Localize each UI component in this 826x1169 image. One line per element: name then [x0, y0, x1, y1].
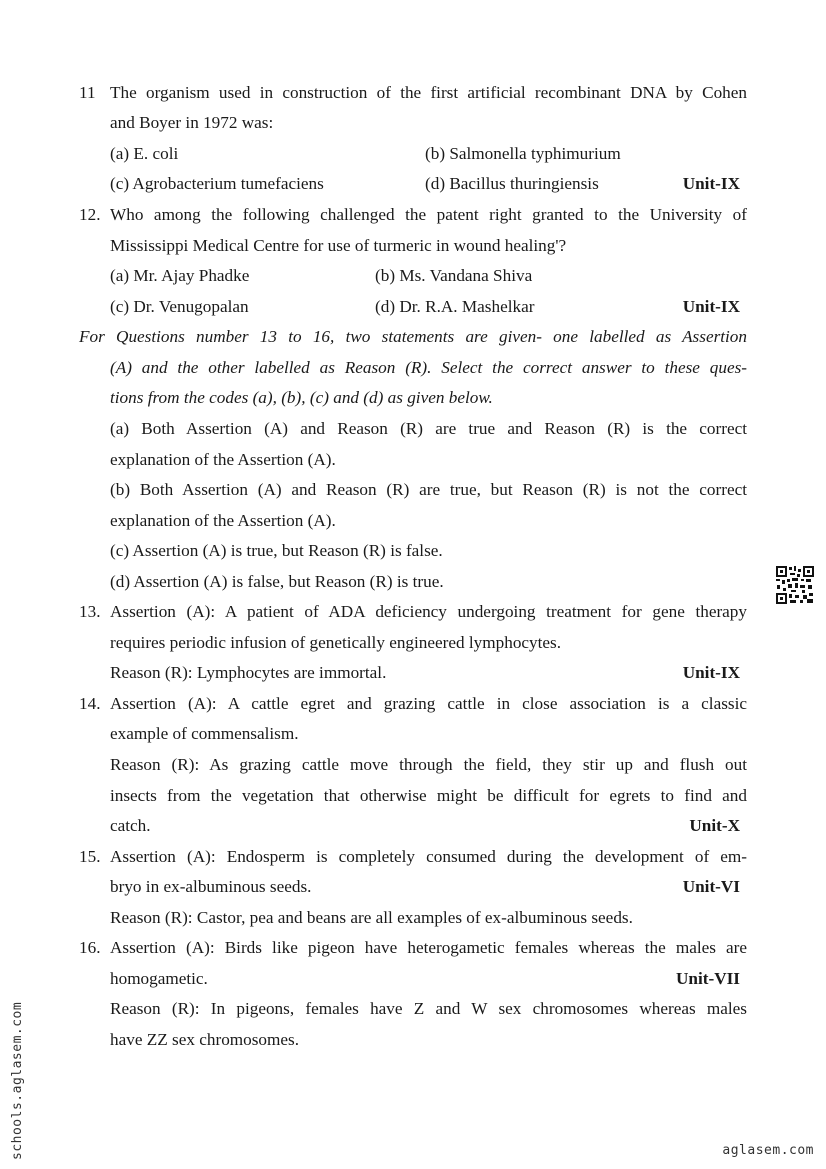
- question-14-number: 14.: [79, 694, 101, 713]
- question-13-text-line-2: requires periodic infusion of genetically engineered lymphocytes.: [110, 633, 562, 652]
- question-14-reason-line-2: insects from the vegetation that otherwise might be difficult for egrets to find and: [110, 786, 747, 805]
- instructions-line-2: (A) and the other labelled as Reason (R). Select the correct answer to these ques-: [110, 358, 747, 377]
- question-11-option-a: (a) E. coli: [110, 144, 179, 163]
- question-12-option-d: (d) Dr. R.A. Mashelkar: [375, 297, 535, 316]
- question-13-text-line-1: Assertion (A): A patient of ADA deficiency undergoing treatment for gene therapy: [110, 602, 747, 621]
- instructions-line-1: For Questions number 13 to 16, two statements are given- one labelled as Assertion: [79, 327, 747, 346]
- question-11-option-b: (b) Salmonella typhimurium: [425, 144, 621, 163]
- question-12-text-line-1: Who among the following challenged the patent right granted to the University of: [110, 205, 747, 224]
- question-13-number: 13.: [79, 602, 101, 621]
- question-11-option-d: (d) Bacillus thuringiensis: [425, 174, 599, 193]
- question-12-option-a: (a) Mr. Ajay Phadke: [110, 266, 250, 285]
- question-14-reason-line-3: catch.: [110, 816, 151, 835]
- footer-watermark: aglasem.com: [722, 1143, 814, 1158]
- question-12-number: 12.: [79, 205, 101, 224]
- question-16-reason-line-2: have ZZ sex chromosomes.: [110, 1030, 300, 1049]
- question-16-text-line-2: homogametic.: [110, 969, 208, 988]
- question-13-reason: Reason (R): Lymphocytes are immortal.: [110, 663, 387, 682]
- question-14-text-line-1: Assertion (A): A cattle egret and grazing cattle in close association is a classic: [110, 694, 747, 713]
- question-12-option-c: (c) Dr. Venugopalan: [110, 297, 249, 316]
- question-16-unit: Unit-VII: [676, 969, 740, 988]
- question-11-text-line-2: and Boyer in 1972 was:: [110, 113, 274, 132]
- question-12-option-b: (b) Ms. Vandana Shiva: [375, 266, 533, 285]
- qr-code-icon: [775, 565, 815, 605]
- question-16-number: 16.: [79, 938, 101, 957]
- question-15-text-line-1: Assertion (A): Endosperm is completely consumed during the development of em-: [110, 847, 747, 866]
- code-d: (d) Assertion (A) is false, but Reason (R) is true.: [110, 572, 444, 591]
- code-a-line-1: (a) Both Assertion (A) and Reason (R) are true and Reason (R) is the correct: [110, 419, 747, 438]
- code-a-line-2: explanation of the Assertion (A).: [110, 450, 336, 469]
- side-watermark: schools.aglasem.com: [10, 1001, 25, 1160]
- question-16-reason-line-1: Reason (R): In pigeons, females have Z and W sex chromosomes whereas males: [110, 999, 747, 1018]
- question-15-number: 15.: [79, 847, 101, 866]
- question-14-unit: Unit-X: [689, 816, 740, 835]
- question-12-text-line-2: Mississippi Medical Centre for use of turmeric in wound healing'?: [110, 236, 567, 255]
- question-15-unit: Unit-VI: [682, 877, 740, 896]
- question-11-option-c: (c) Agrobacterium tumefaciens: [110, 174, 324, 193]
- code-b-line-2: explanation of the Assertion (A).: [110, 511, 336, 530]
- question-14-text-line-2: example of commensalism.: [110, 724, 299, 743]
- question-11-text-line-1: The organism used in construction of the first artificial recombinant DNA by Cohen: [110, 83, 747, 102]
- question-14-reason-line-1: Reason (R): As grazing cattle move through the field, they stir up and flush out: [110, 755, 747, 774]
- question-11-number: 11: [79, 83, 96, 102]
- question-15-text-line-2: bryo in ex-albuminous seeds.: [110, 877, 312, 896]
- question-12-unit: Unit-IX: [682, 297, 740, 316]
- code-c: (c) Assertion (A) is true, but Reason (R) is false.: [110, 541, 443, 560]
- question-11-unit: Unit-IX: [682, 174, 740, 193]
- question-16-text-line-1: Assertion (A): Birds like pigeon have heterogametic females whereas the males are: [110, 938, 747, 957]
- instructions-line-3: tions from the codes (a), (b), (c) and (d) as given below.: [110, 388, 493, 407]
- question-13-unit: Unit-IX: [682, 663, 740, 682]
- code-b-line-1: (b) Both Assertion (A) and Reason (R) are true, but Reason (R) is not the correct: [110, 480, 747, 499]
- question-15-reason: Reason (R): Castor, pea and beans are all examples of ex-albuminous seeds.: [110, 908, 633, 927]
